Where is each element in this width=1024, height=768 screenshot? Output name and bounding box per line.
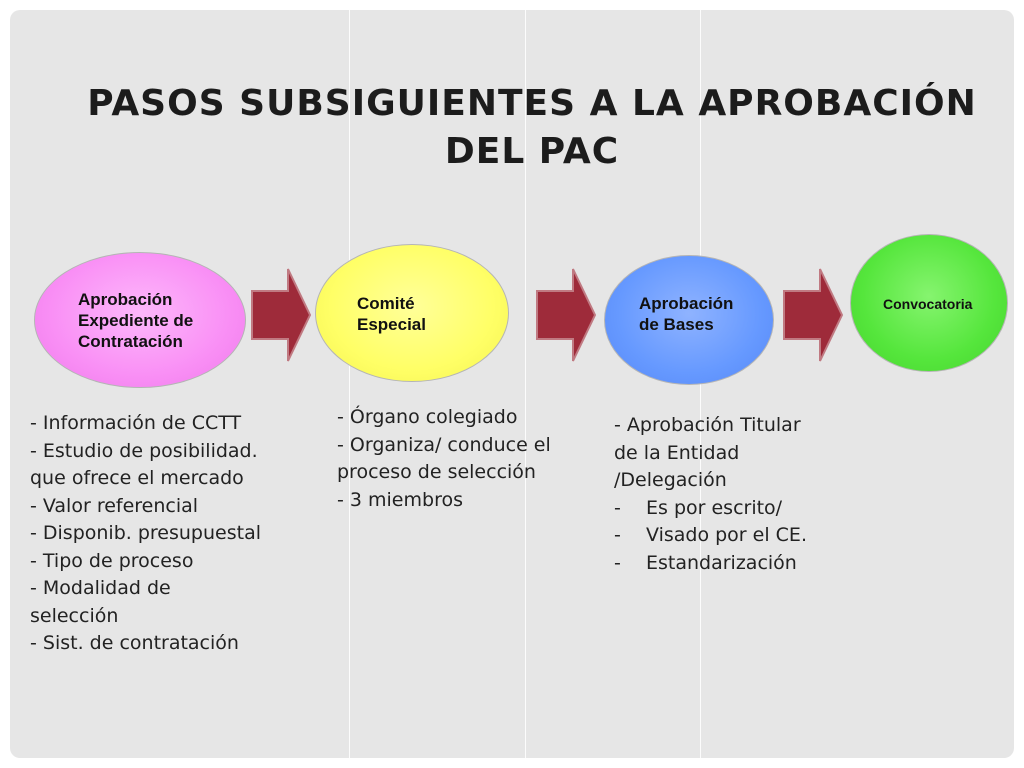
node-convocatoria-label: Convocatoria [883, 296, 973, 312]
note-line: de la Entidad [614, 441, 740, 464]
arrow-right-icon [250, 266, 312, 364]
list-item: - Visado por el CE. [614, 522, 807, 550]
arrow-right-icon [782, 266, 844, 364]
list-item: - Estandarización [614, 550, 807, 578]
arrow-right-icon [535, 266, 597, 364]
node-comite-especial-label: Comité Especial [357, 294, 426, 334]
note-line: - Modalidad de [30, 577, 171, 599]
note-line: - Sist. de contratación [30, 632, 239, 654]
note-line: proceso de selección [337, 461, 536, 483]
note-line: selección [30, 604, 119, 627]
note-line: - Disponib. presupuestal [30, 522, 261, 544]
list-item: - Es por escrito/ [614, 495, 807, 523]
notes-bases [614, 412, 807, 577]
title-line-1: PASOS SUBSIGUIENTES A LA APROBACIÓN [87, 83, 977, 124]
note-line: /Delegación [614, 469, 727, 491]
note-line: - 3 miembros [337, 488, 463, 511]
note-line: - Información de CCTT [30, 412, 242, 434]
node-aprobacion-bases-label: Aprobación de Bases [639, 294, 734, 334]
notes-bases-list [614, 495, 807, 578]
note-line: - Organiza/ conduce el [337, 433, 551, 456]
notes-expediente [30, 410, 261, 658]
note-line: - Órgano colegiado [337, 406, 518, 428]
note-line: - Estudio de posibilidad. [30, 439, 258, 462]
note-line: - Valor referencial [30, 494, 199, 517]
page-title [60, 80, 1004, 176]
node-aprobacion-expediente-label: Aprobación Expediente de Contratación [78, 290, 194, 351]
note-line: - Tipo de proceso [30, 549, 194, 572]
title-line-2: DEL PAC [444, 131, 620, 172]
note-line: que ofrece el mercado [30, 467, 244, 489]
note-line: - Aprobación Titular [614, 414, 801, 436]
notes-comite [337, 404, 551, 514]
